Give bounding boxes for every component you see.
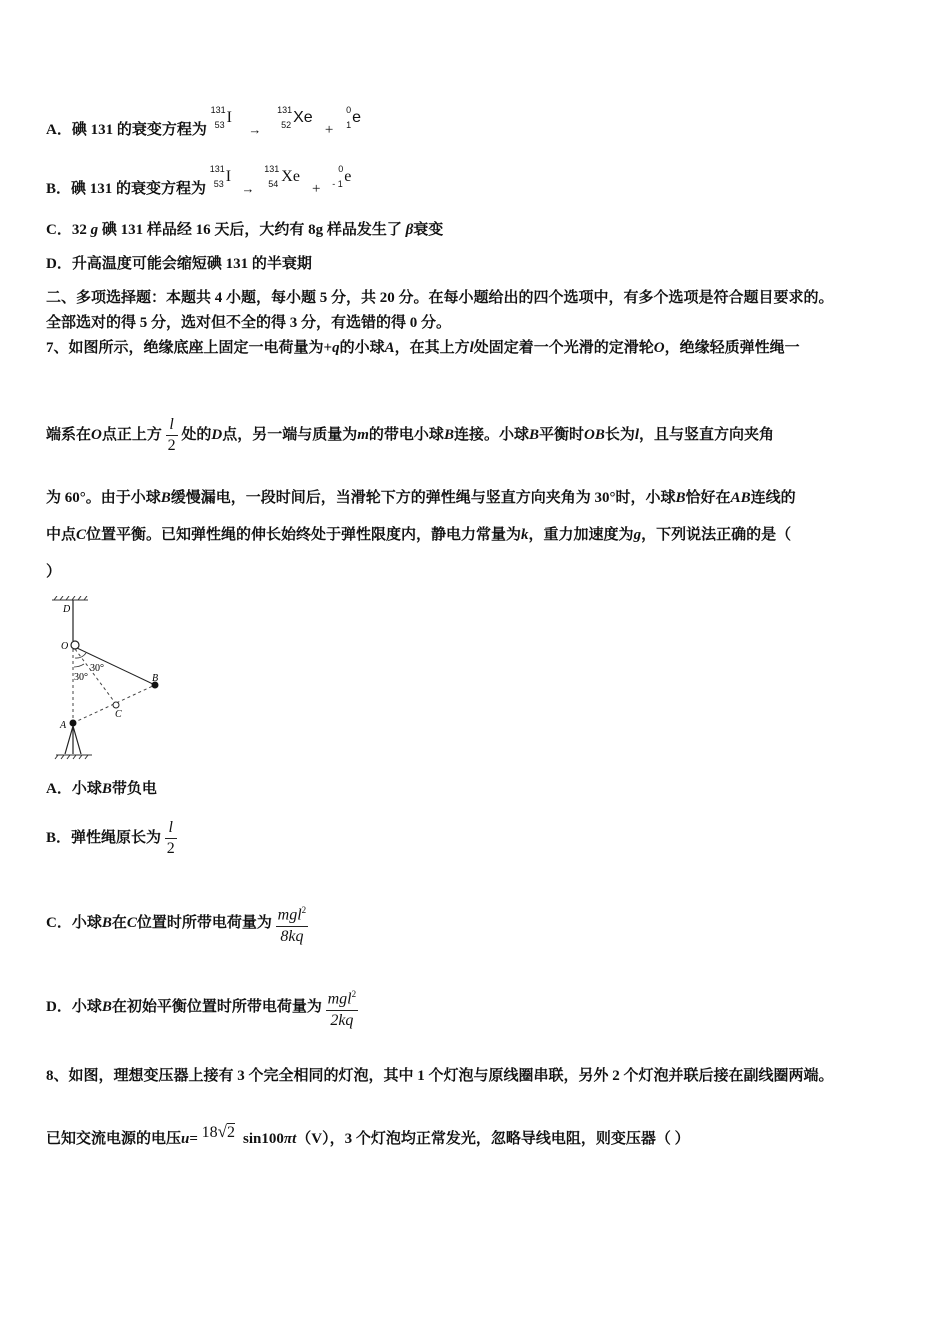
- pulley-o: [71, 641, 79, 649]
- q6-option-c[interactable]: [46, 220, 443, 240]
- q7-stem-line4: 中点C位置平衡。已知弹性绳的伸长始终处于弹性限度内，静电力常量为k，重力加速度为g，下列说法正确的是（: [46, 527, 792, 543]
- label-d: D: [63, 604, 71, 615]
- q6-c-beta: β: [405, 222, 414, 238]
- floor: [55, 755, 92, 759]
- q7-option-b[interactable]: B．弹性绳原长为 $\frac{l}{2}$: [46, 819, 175, 858]
- stand: [65, 726, 81, 754]
- q6-a-daughter-nuclide: 131 52 Xe: [277, 105, 313, 130]
- q6-a-parent-nuclide: 131 53 I: [210, 105, 232, 130]
- q6-option-b-text: B．碘 131 的衰变方程为: [46, 181, 207, 197]
- section2-heading-line1: 二、多项选择题：本题共 4 小题，每小题 5 分，共 20 分。在每小题给出的四个选项中，有多个选项是符合题目要求的。: [46, 290, 834, 306]
- q8-stem-line2: 已知交流电源的电压u= 18√2 sin100πt（V），3 个灯泡均正常发光，忽略导线电阻，则变压器（ ）: [46, 1122, 690, 1147]
- q6-option-d[interactable]: [46, 254, 312, 274]
- q7-option-c[interactable]: C．小球B在C位置时所带电荷量为 $\frac{mgl^2}{8kq}$: [46, 898, 308, 948]
- angle-arc-1: [75, 653, 86, 658]
- ceiling: [52, 596, 88, 600]
- ball-a: [70, 720, 77, 727]
- label-o: O: [61, 641, 69, 652]
- q6-a-arrow: →: [248, 122, 262, 137]
- q6-b-parent-nuclide: 131 53 I: [209, 164, 232, 189]
- q7-option-b-fraction: $\frac{l}{2}$: [166, 819, 175, 858]
- label-angle-2: 30°: [74, 672, 88, 683]
- q6-b-arrow: →: [241, 181, 255, 196]
- q7-option-a[interactable]: A．小球B带负电: [46, 781, 157, 797]
- label-a: A: [60, 720, 67, 731]
- q6-b-electron: 0 - 1 e: [332, 164, 352, 189]
- label-angle-1: 30°: [90, 663, 104, 674]
- q6-c-post: 衰变: [413, 222, 444, 238]
- q7-stem-line3: 为 60°。由于小球B缓慢漏电，一段时间后，当滑轮下方的弹性绳与竖直方向夹角为 30°时，小球B恰好在AB连线的: [46, 490, 796, 506]
- q6-option-d-text: D．升高温度可能会缩短碘 131 的半衰期: [46, 256, 312, 272]
- q6-c-g: g: [90, 222, 99, 238]
- q6-b-plus: +: [312, 181, 321, 197]
- q7-fraction-l-over-2: $\frac{l}{2}$: [167, 416, 176, 455]
- q8-voltage-amplitude: 18√2: [201, 1122, 236, 1141]
- q6-option-a[interactable]: [46, 105, 365, 140]
- q6-option-b[interactable]: [46, 164, 356, 199]
- q7-stem-line2: 端系在O点正上方 $\frac{l}{2}$ 处的D点，另一端与质量为m的带电小球B连接。小球B平衡时OB长为l，且与竖直方向夹角: [46, 416, 775, 455]
- section2-heading-line2: 全部选对的得 5 分，选对但不全的得 3 分，有选错的得 0 分。: [46, 315, 452, 331]
- q6-a-electron: 0 1 e: [346, 105, 361, 130]
- point-c: [113, 702, 119, 708]
- q7-figure: [44, 596, 174, 762]
- q7-option-c-fraction: $\frac{mgl^2}{8kq}$: [277, 905, 307, 945]
- q7-option-d[interactable]: D．小球B在初始平衡位置时所带电荷量为 $\frac{mgl^2}{2kq}$: [46, 982, 358, 1032]
- q6-c-mid: 碘 131 样品经 16 天后，大约有 8g 样品发生了: [101, 222, 402, 238]
- label-c: C: [115, 709, 122, 720]
- q6-c-pre: C．32: [46, 222, 87, 238]
- q6-b-daughter-nuclide: 131 54 Xe: [264, 164, 300, 189]
- q7-stem-line1: 7、如图所示，绝缘底座上固定一电荷量为+q的小球A，在其上方l处固定着一个光滑的定滑轮O，绝缘轻质弹性绳一: [46, 340, 800, 356]
- q8-stem-line1: 8、如图，理想变压器上接有 3 个完全相同的灯泡，其中 1 个灯泡与原线圈串联，另外 2 个灯泡并联后接在副线圈两端。: [46, 1068, 834, 1084]
- label-b: B: [152, 673, 159, 684]
- q6-option-a-text: A．碘 131 的衰变方程为: [46, 122, 207, 138]
- angle-arc-2: [74, 664, 84, 667]
- q7-stem-line5: ）: [46, 564, 62, 580]
- rope-o-to-b: [77, 648, 155, 685]
- q7-option-d-fraction: $\frac{mgl^2}{2kq}$: [327, 989, 357, 1029]
- q6-a-plus: +: [324, 122, 334, 138]
